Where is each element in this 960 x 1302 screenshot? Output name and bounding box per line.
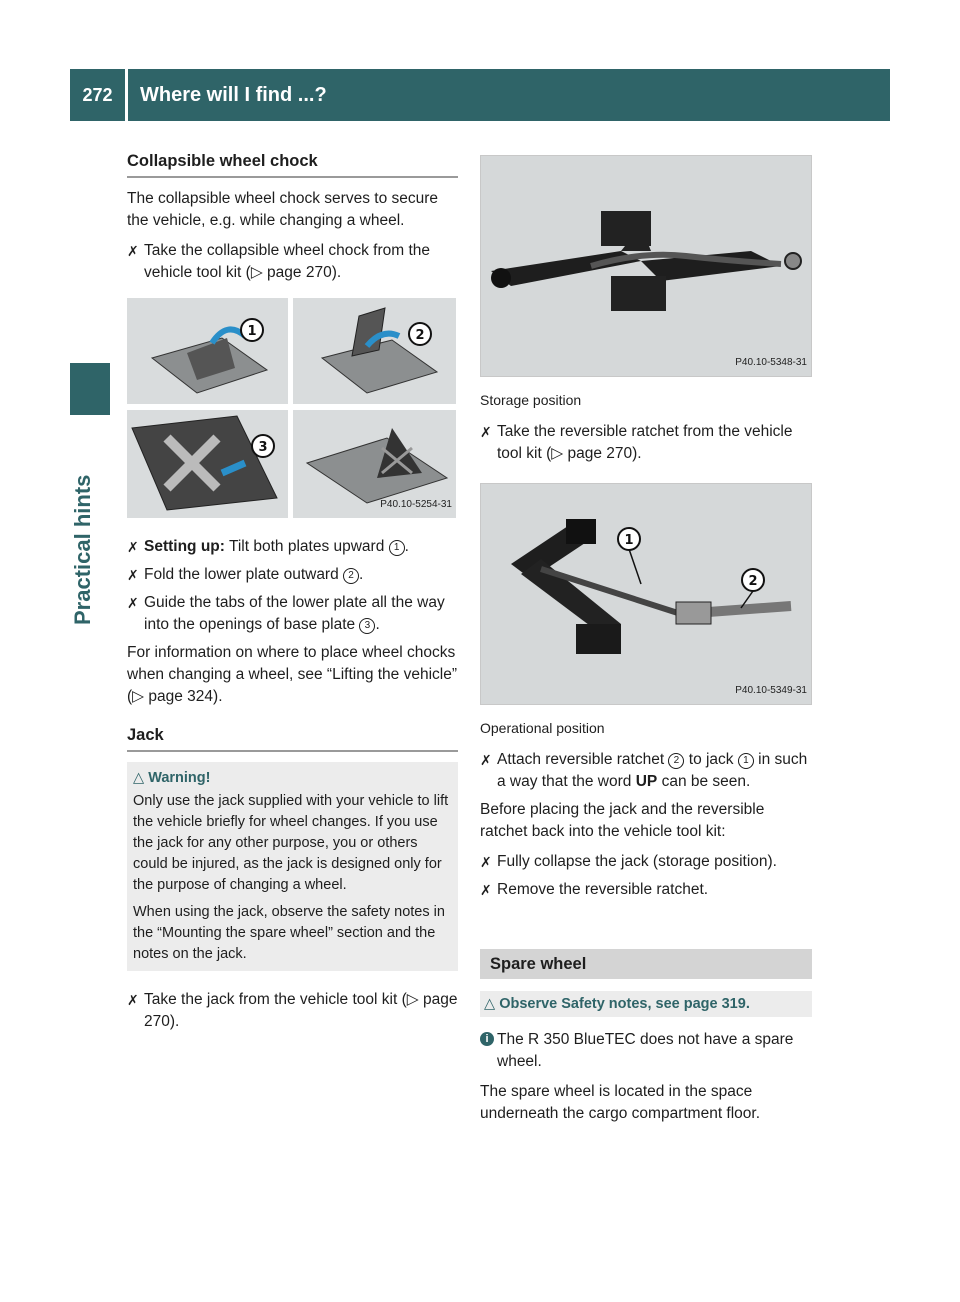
chock-step-guide: ✗ Guide the tabs of the lower plate all the way into the openings of base plate 3 . [127, 594, 445, 633]
ratchet-step-take [480, 421, 812, 465]
info-icon: i [480, 1032, 494, 1046]
chock-intro: The collapsible wheel chock serves to secure the vehicle, e.g. while changing a wheel. [127, 190, 439, 229]
jack-step-take-text: Take the jack from the vehicle tool kit (▷ page 270). [144, 991, 458, 1030]
attach-text-b: to jack [684, 751, 738, 768]
chock-step-fold: ✗ Fold the lower plate outward 2 . [127, 564, 458, 586]
ratchet-step-take-text: Take the reversible ratchet from the vehicle tool kit (▷ page 270). [497, 423, 793, 462]
svg-text:2: 2 [415, 328, 425, 343]
jack-warning-p2: When using the jack, observe the safety notes in the “Mounting the spare wheel” section and the notes on the jack. [133, 904, 445, 962]
remove-step-text: Remove the reversible ratchet. [497, 881, 709, 898]
chock-step-take-text: Take the collapsible wheel chock from the vehicle tool kit (▷ page 270). [144, 242, 431, 281]
warning-triangle-icon: △ [133, 770, 145, 786]
jack-step-take [127, 989, 458, 1033]
step-arrow-icon: ✗ [480, 854, 492, 870]
chock-step-take [127, 240, 458, 284]
callout-1-icon: 1 [389, 540, 405, 556]
step-arrow-icon: ✗ [127, 567, 139, 583]
svg-text:3: 3 [258, 440, 268, 455]
step-arrow-icon: ✗ [127, 992, 139, 1008]
jack-heading: Jack [127, 724, 458, 752]
svg-text:1: 1 [624, 533, 634, 548]
page-title: Where will I find ...? [140, 84, 327, 106]
remove-step [480, 879, 812, 901]
chock-heading: Collapsible wheel chock [127, 150, 458, 178]
attach-text-a: Attach reversible ratchet [497, 751, 669, 768]
operational-image-code: P40.10-5349-31 [735, 685, 807, 696]
callout-1-icon: 1 [738, 753, 754, 769]
jack-operational-illustration [480, 483, 812, 705]
jack-operational-svg [481, 484, 811, 704]
jack-warning-header [133, 768, 452, 789]
svg-text:2: 2 [748, 574, 758, 589]
step-arrow-icon: ✗ [127, 243, 139, 259]
setup-text: Tilt both plates upward [224, 538, 389, 555]
storage-caption: Storage position [480, 392, 582, 408]
guide-text: Guide the tabs of the lower plate all the way into the openings of base plate [144, 594, 445, 633]
attach-text-d: can be seen. [657, 773, 751, 790]
jack-warning-p1: Only use the jack supplied with your vehicle to lift the vehicle briefly for wheel changes. If you use the jack for any other purpose, you or others could be injured, as the jack is designed only for the purpose of changing a wheel. [133, 793, 449, 893]
spare-info-text: The R 350 BlueTEC does not have a spare wheel. [497, 1031, 794, 1070]
step-arrow-icon: ✗ [127, 595, 139, 611]
attach-text-c: in such a way that the word [497, 751, 808, 790]
jack-warning-title: Warning! [148, 770, 211, 786]
step-arrow-icon: ✗ [480, 424, 492, 440]
fold-text: Fold the lower plate outward [144, 566, 344, 583]
spare-wheel-heading: Spare wheel [480, 949, 812, 979]
attach-up-bold: UP [635, 773, 658, 790]
setup-bold: Setting up: [144, 538, 225, 555]
chock-info: For information on where to place wheel chocks when changing a wheel, see “Lifting the vehicle” (▷ page 324). [127, 644, 458, 705]
step-arrow-icon: ✗ [480, 752, 492, 768]
callout-2-icon: 2 [343, 568, 359, 584]
chock-illustration [127, 298, 456, 518]
collapse-step [480, 851, 812, 873]
chock-step-setup: ✗ Setting up: Tilt both plates upward 1 . [127, 536, 458, 558]
step-arrow-icon: ✗ [127, 539, 139, 555]
jack-storage-svg [481, 156, 811, 376]
svg-text:1: 1 [247, 324, 257, 339]
collapse-step-text: Fully collapse the jack (storage position). [497, 853, 777, 870]
spare-location-text: The spare wheel is located in the space underneath the cargo compartment floor. [480, 1083, 761, 1122]
callout-3-icon: 3 [359, 618, 375, 634]
jack-warning-box [127, 762, 458, 971]
side-tab-label: Practical hints [70, 474, 95, 625]
storage-image-code: P40.10-5348-31 [735, 357, 807, 368]
warning-triangle-icon: △ [484, 996, 496, 1012]
chock-image-code: P40.10-5254-31 [380, 499, 452, 510]
left-column [127, 150, 458, 1039]
spare-info-line [480, 1029, 812, 1073]
step-arrow-icon: ✗ [480, 882, 492, 898]
side-tab-marker [70, 363, 110, 415]
spare-safety-line [480, 991, 812, 1017]
callout-2-icon: 2 [668, 753, 684, 769]
jack-storage-illustration [480, 155, 812, 377]
page-number: 272 [70, 69, 128, 121]
operational-caption: Operational position [480, 720, 605, 736]
right-column [480, 150, 812, 1133]
before-text: Before placing the jack and the reversible ratchet back into the vehicle tool kit: [480, 801, 765, 840]
attach-ratchet-step [480, 749, 812, 793]
spare-safety-text: Observe Safety notes, see page 319. [499, 996, 750, 1012]
chock-illustration-svg [127, 298, 456, 518]
